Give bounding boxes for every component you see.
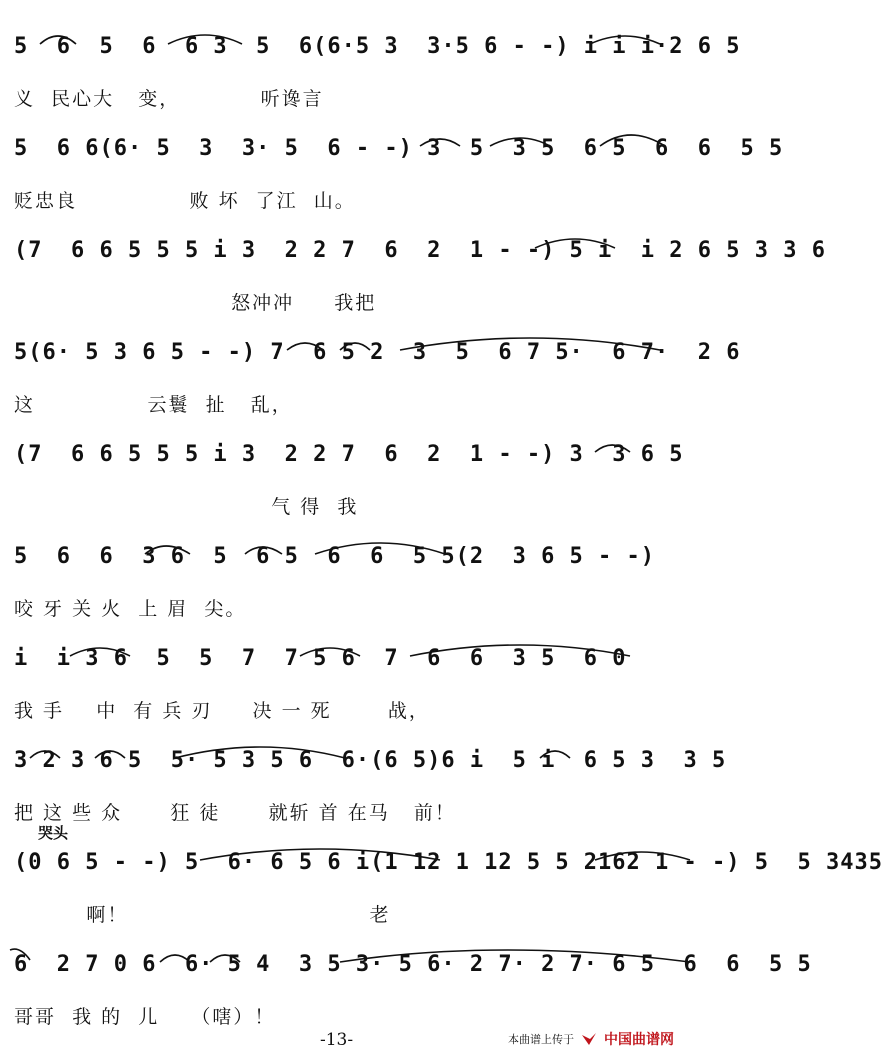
notation-line: 3 2 3 6 5 5· 5 3 5 6 6·(6 5)6 i 5 i 6 5 3 3 5 [14,748,727,773]
score-system-8 [0,748,727,852]
notation-line: 5 6 5 6 6 3 5 6(6·5 3 3·5 6 - -) i i i·2 6 5 [14,34,741,59]
score-system-6 [0,544,700,648]
lyrics-line: 怒冲冲 我把 [14,292,377,314]
lyrics-line: 哥哥 我 的 儿 （嗐）！ [14,1006,276,1028]
lyrics-line: 咬 牙 关 火 上 眉 尖。 [14,598,247,620]
lyrics-line: 我 手 中 有 兵 刃 决 一 死 战， [14,700,430,722]
performance-mark: 哭头 [38,824,69,842]
site-logo[interactable]: 中国曲谱网 [604,1032,674,1048]
lyrics-line: 这 云鬟 扯 乱， [14,394,293,416]
lyrics-line: 把 这 些 众 狂 徒 就斩 首 在马 前！ [14,802,456,824]
notation-line: 5 6 6 3 6 5 6 5 6 6 5 5(2 3 6 5 - -) [14,544,656,569]
notation-line: 5 6 6(6· 5 3 3· 5 6 - -) 3 5 3 5 6 5 6 6 5 5 [14,136,784,161]
notation-line: (7 6 6 5 5 5 i 3 2 2 7 6 2 1 - -) 3 3 6 5 [14,442,684,467]
lyrics-line: 啊！ 老 [14,904,391,926]
site-credit [508,1028,674,1050]
lyrics-line: 气 得 我 [14,496,359,518]
notation-line: 6 2 7 0 6 6· 5 4 3 5 3· 5 6· 2 7· 2 7· 6 5 6 6 5 5 [14,952,812,977]
site-logo-icon [580,1031,598,1047]
notation-line: (7 6 6 5 5 5 i 3 2 2 7 6 2 1 - -) 5 i i 2 6 5 3 3 6 [14,238,826,263]
lyrics-line: 贬忠良 败 坏 了江 山。 [14,190,356,212]
notation-line: (0 6 5 - -) 5 6· 6 5 6 i(1 12 1 12 5 5 2162 1 - -) 5 5 3435 [14,850,883,875]
score-system-2 [0,136,784,240]
score-system-1 [0,34,741,138]
notation-line: i i 3 6 5 5 7 7 5 6 7 6 6 3 5 6 0 [14,646,627,671]
lyrics-line: 义 民心大 变， 听谗言 [14,88,324,110]
credit-text: 本曲谱上传于 [508,1033,574,1046]
notation-line: 5(6· 5 3 6 5 - -) 7 6 5 2 3 5 6 7 5· 6 7· 2 6 [14,340,741,365]
score-system-9 [0,850,883,954]
score-system-4 [0,340,741,444]
score-system-5 [0,442,700,546]
score-system-7 [0,646,700,750]
page-number: -13- [320,1030,354,1050]
score-system-3 [0,238,826,342]
